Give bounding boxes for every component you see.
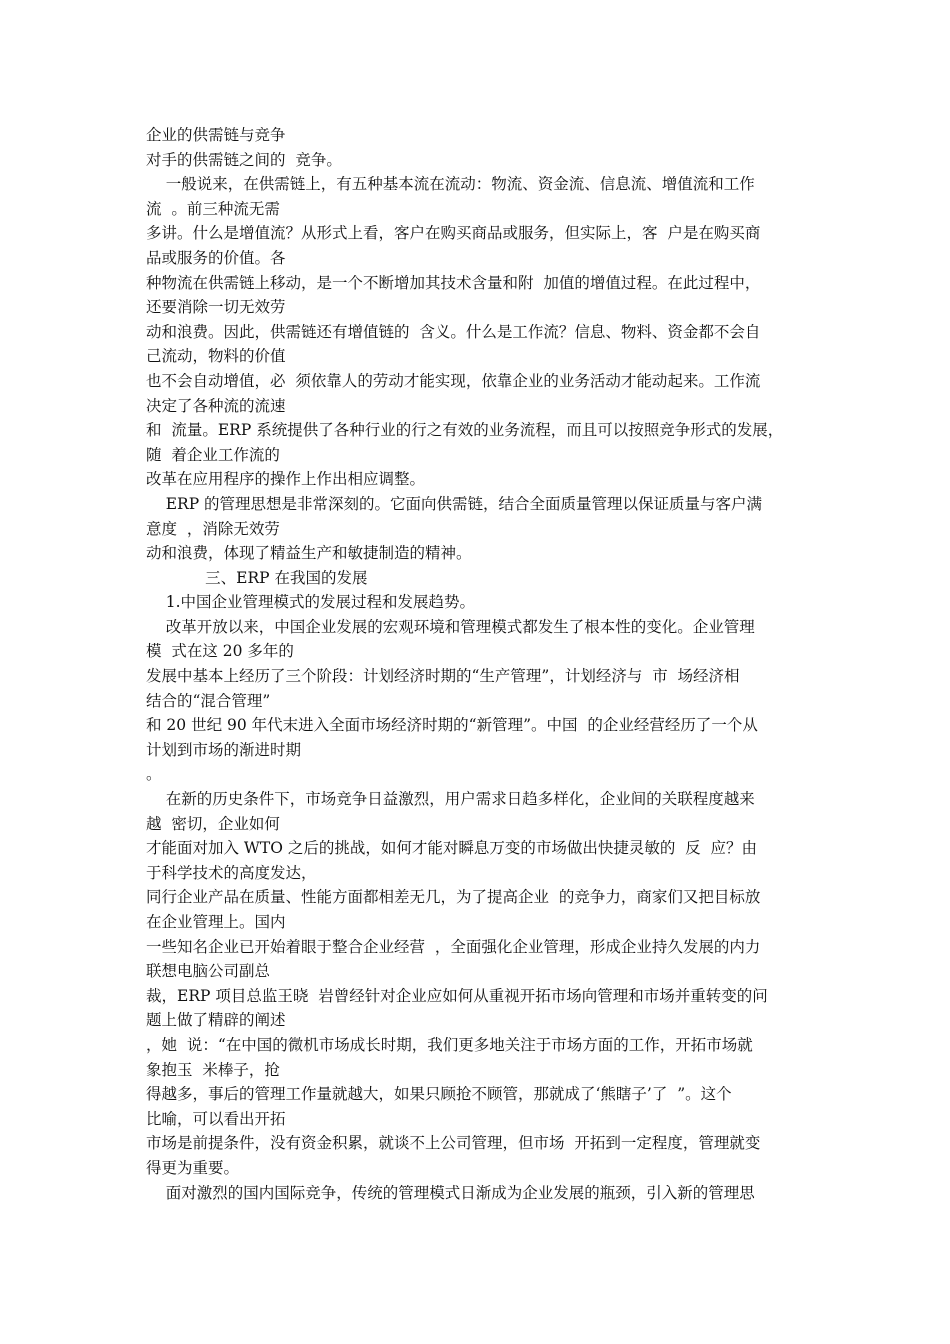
text-line: 象抱玉 米棒子，抢 bbox=[146, 1060, 280, 1079]
text-line: 面对激烈的国内国际竞争，传统的管理模式日渐成为企业发展的瓶颈，引入新的管理思 bbox=[146, 1183, 755, 1202]
text-line: 1.中国企业管理模式的发展过程和发展趋势。 bbox=[146, 593, 475, 612]
text-line: 计划到市场的渐进时期 bbox=[146, 740, 302, 759]
text-line: 和 流量。ERP 系统提供了各种行业的行之有效的业务流程，而且可以按照竞争形式的发展， bbox=[146, 421, 784, 440]
text-line: 比喻，可以看出开拓 bbox=[146, 1109, 286, 1128]
text-line: 流 。前三种流无需 bbox=[146, 199, 280, 218]
text-line: 对手的供需链之间的 竞争。 bbox=[146, 150, 342, 169]
text-line: 越 密切，企业如何 bbox=[146, 814, 280, 833]
text-line: 同行企业产品在质量、性能方面都相差无几，为了提高企业 的竞争力，商家们又把目标放 bbox=[146, 888, 761, 907]
text-line: 联想电脑公司副总 bbox=[146, 962, 271, 981]
text-line: 改革开放以来，中国企业发展的宏观环境和管理模式都发生了根本性的变化。企业管理 bbox=[146, 617, 755, 636]
text-line: 改革在应用程序的操作上作出相应调整。 bbox=[146, 470, 426, 489]
text-line: 在新的历史条件下，市场竞争日益激烈，用户需求日趋多样化，企业间的关联程度越来 bbox=[146, 790, 755, 809]
text-line: 动和浪费。因此，供需链还有增值链的 含义。什么是工作流？信息、物料、资金都不会自 bbox=[146, 322, 761, 341]
text-line: 种物流在供需链上移动，是一个不断增加其技术含量和附 加值的增值过程。在此过程中， bbox=[146, 273, 761, 292]
text-line: 己流动，物料的价值 bbox=[146, 347, 286, 366]
text-line: 也不会自动增值，必 须依靠人的劳动才能实现，依靠企业的业务活动才能动起来。工作流 bbox=[146, 371, 761, 390]
text-line: 裁，ERP 项目总监王晓 岩曾经针对企业应如何从重视开拓市场向管理和市场并重转变的问 bbox=[146, 986, 768, 1005]
text-line: 市场是前提条件，没有资金积累，就谈不上公司管理，但市场 开拓到一定程度，管理就变 bbox=[146, 1134, 761, 1153]
text-line: 得越多，事后的管理工作量就越大，如果只顾抢不顾管，那就成了‘熊瞎子’了 ”。这个 bbox=[146, 1085, 732, 1104]
text-line: 得更为重要。 bbox=[146, 1158, 240, 1177]
text-line: 在企业管理上。国内 bbox=[146, 913, 286, 931]
text-line: 发展中基本上经历了三个阶段：计划经济时期的“生产管理”，计划经济与 市 场经济相 bbox=[146, 667, 740, 686]
text-line: 品或服务的价值。各 bbox=[146, 248, 286, 267]
text-line: 意度 ，消除无效劳 bbox=[146, 519, 280, 538]
text-line: 一些知名企业已开始着眼于整合企业经营 ，全面强化企业管理，形成企业持久发展的内力 bbox=[146, 937, 761, 956]
text-line: 随 着企业工作流的 bbox=[146, 445, 280, 464]
text-line: 企业的供需链与竞争 bbox=[146, 126, 286, 144]
text-line: 和 20 世纪 90 年代末进入全面市场经济时期的“新管理”。中国 的企业经营经历了一个从 bbox=[146, 716, 758, 735]
text-line: 一般说来，在供需链上，有五种基本流在流动：物流、资金流、信息流、增值流和工作 bbox=[146, 175, 755, 194]
text-line: 模 式在这 20 多年的 bbox=[146, 642, 294, 661]
text-line: 题上做了精辟的阐述 bbox=[146, 1011, 286, 1030]
body-text bbox=[146, 123, 816, 1205]
text-line: 动和浪费，体现了精益生产和敏捷制造的精神。 bbox=[146, 544, 472, 563]
text-line: 于科学技术的高度发达， bbox=[146, 863, 317, 882]
text-line: 才能面对加入 WTO 之后的挑战，如何才能对瞬息万变的市场做出快捷灵敏的 反 应？由 bbox=[146, 839, 758, 858]
text-line: 还要消除一切无效劳 bbox=[146, 298, 286, 317]
text-line: 三、ERP 在我国的发展 bbox=[146, 568, 368, 587]
text-line: ERP 的管理思想是非常深刻的。它面向供需链，结合全面质量管理以保证质量与客户满 bbox=[146, 494, 763, 513]
text-line: ，她 说：“在中国的微机市场成长时期，我们更多地关注于市场方面的工作，开拓市场就 bbox=[146, 1035, 753, 1054]
text-line: 决定了各种流的流速 bbox=[146, 396, 286, 415]
text-line: 多讲。什么是增值流？从形式上看，客户在购买商品或服务，但实际上，客 户是在购买商 bbox=[146, 224, 761, 243]
text-line: 。 bbox=[146, 765, 162, 784]
text-line: 结合的“混合管理” bbox=[146, 691, 271, 710]
